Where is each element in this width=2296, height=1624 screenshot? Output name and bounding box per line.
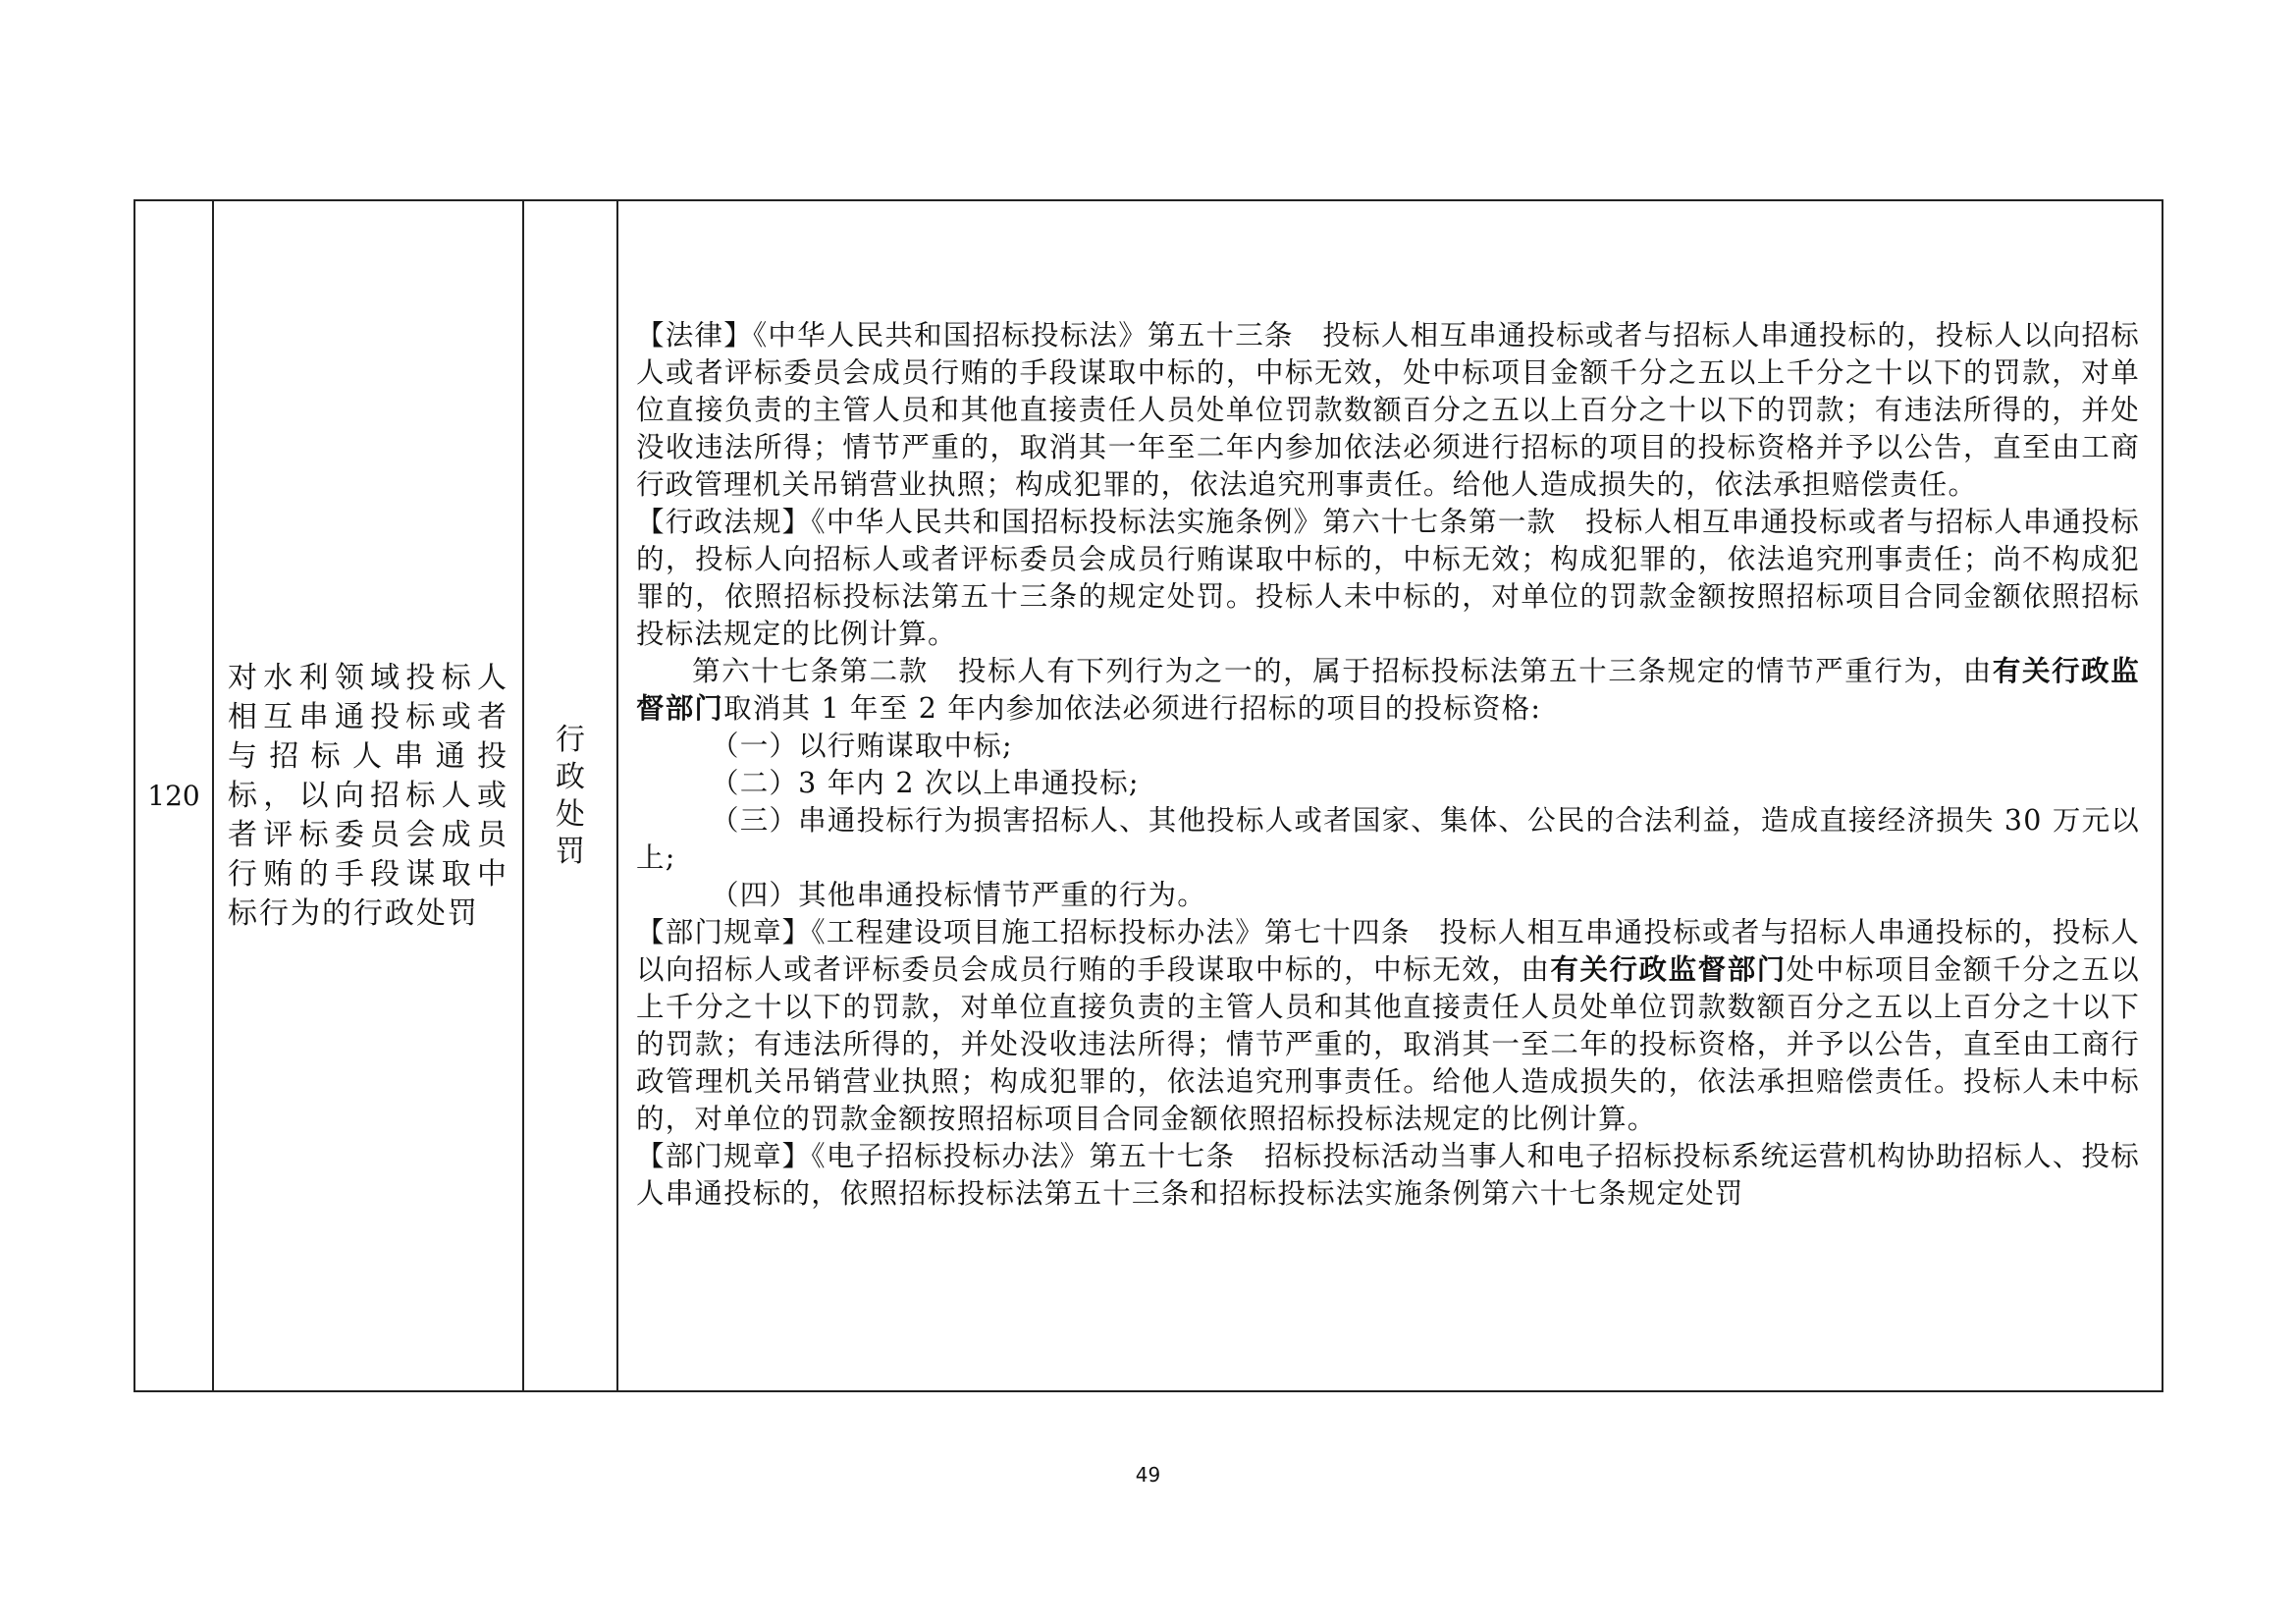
- supervision-dept-emphasis: 有关行政监督部门: [1550, 953, 1787, 986]
- law-clause: 【法律】《中华人民共和国招标投标法》第五十三条 投标人相互串通投标或者与招标人串通投标的，投标人以向招标人或者评标委员会成员行贿的手段谋取中标的，中标无效，处中标项目金额千分之五以上千分之十以下的罚款，对单位直接负责的主管人员和其他直接责任人员处单位罚款数额百分之五以上百分之十以下的罚款；有违法所得的，并处没收违法所得；情节严重的，取消其一年至二年内参加依法必须进行招标的项目的投标资格并予以公告，直至由工商行政管理机关吊销营业执照；构成犯罪的，依法追究刑事责任。给他人造成损失的，依法承担赔偿责任。: [636, 319, 2140, 501]
- legal-basis-cell: [618, 201, 2162, 1390]
- regulation-clause-2: [636, 653, 2140, 728]
- legal-basis: [636, 317, 2140, 1213]
- regulation-clause-2-lead: 第六十七条第二款 投标人有下列行为之一的，属于招标投标法第五十三条规定的情节严重行为，由: [692, 655, 1993, 687]
- rule-clause-2: 【部门规章】《电子招标投标办法》第五十七条 招标投标活动当事人和电子招标投标系统运营机构协助招标人、投标人串通投标的，依照招标投标法第五十三条和招标投标法实施条例第六十七条规定处罚: [636, 1140, 2140, 1210]
- page-number: 49: [1135, 1463, 1161, 1487]
- row-number-cell: [135, 201, 214, 1390]
- rule-clause-1-lead: 【部门规章】《工程建设项目施工招标投标办法》第七十四条 投标人相互串通投标或者与招标人串通投标的，投标人以向招标人或者评标委员会成员行贿的手段谋取中标的，中标无效，由: [636, 916, 2140, 986]
- regulation-clause-2-tail: 取消其 1 年至 2 年内参加依法必须进行招标的项目的投标资格:: [723, 692, 1542, 725]
- regulation-clause: 【行政法规】《中华人民共和国招标投标法实施条例》第六十七条第一款 投标人相互串通投标或者与招标人串通投标的，投标人向招标人或者评标委员会成员行贿谋取中标的，中标无效；构成犯罪的，依法追究刑事责任；尚不构成犯罪的，依照招标投标法第五十三条的规定处罚。投标人未中标的，对单位的罚款金额按照招标项目合同金额依照招标投标法规定的比例计算。: [636, 506, 2140, 650]
- list-item: （四）其他串通投标情节严重的行为。: [711, 879, 1206, 911]
- penalty-type: 行政处罚: [556, 722, 585, 869]
- penalty-type-cell: [524, 201, 618, 1390]
- item-name-cell: [214, 201, 524, 1390]
- list-item: （三）串通投标行为损害招标人、其他投标人或者国家、集体、公民的合法利益，造成直接经济损失 30 万元以上;: [636, 804, 2140, 874]
- list-item: （二）3 年内 2 次以上串通投标;: [711, 767, 1140, 799]
- row-number: 120: [147, 780, 200, 812]
- supervision-dept-emphasis: 有关行政监督部门: [636, 655, 2140, 725]
- penalty-table: [133, 199, 2163, 1392]
- rule-clause-1-tail: 处中标项目金额千分之五以上千分之十以下的罚款，对单位直接负责的主管人员和其他直接责任人员处单位罚款数额百分之五以上百分之十以下的罚款；有违法所得的，并处没收违法所得；情节严重的，取消其一至二年的投标资格，并予以公告，直至由工商行政管理机关吊销营业执照；构成犯罪的，依法追究刑事责任。给他人造成损失的，依法承担赔偿责任。投标人未中标的，对单位的罚款金额按照招标项目合同金额依照招标投标法规定的比例计算。: [636, 953, 2141, 1135]
- list-item: （一）以行贿谋取中标;: [711, 730, 1013, 762]
- rule-clause-1: [636, 914, 2140, 1138]
- item-name: 对水利领域投标人相互串通投标或者与招标人串通投标，以向招标人或者评标委员会成员行贿的手段谋取中标行为的行政处罚: [228, 660, 508, 931]
